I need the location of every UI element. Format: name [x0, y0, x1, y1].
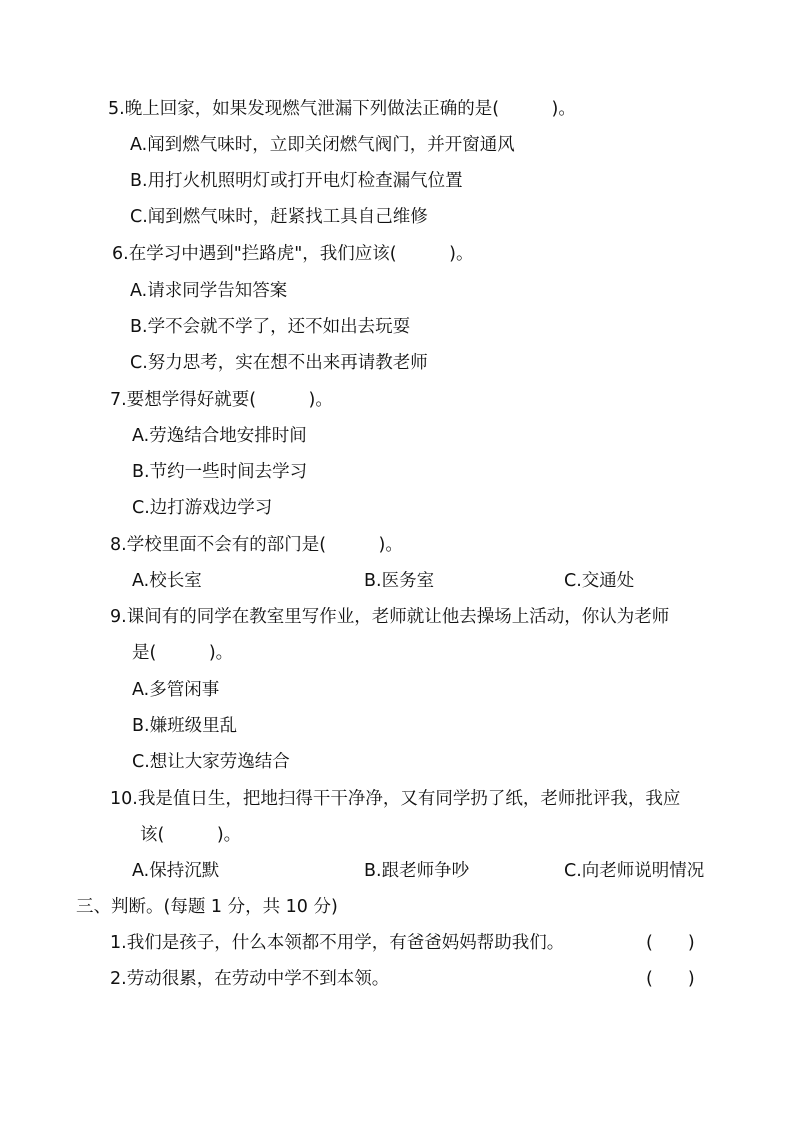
- question-10: [110, 788, 680, 810]
- option-8-a: A.校长室: [132, 571, 202, 591]
- option-6-b: B.学不会就不学了，还不如出去玩耍: [130, 317, 411, 337]
- option-5-a: A.闻到燃气味时，立即关闭燃气阀门，并开窗通风: [130, 135, 515, 155]
- question-5: [108, 98, 576, 120]
- question-text: 在学习中遇到"拦路虎"，我们应该( )。: [128, 244, 474, 264]
- question-9: [110, 606, 669, 628]
- option-7-c: C.边打游戏边学习: [132, 498, 273, 518]
- section-heading: 三、判断。(每题 1 分，共 10 分): [76, 897, 338, 917]
- question-text: 我是值日生，把地扫得干干净净，又有同学扔了纸，老师批评我，我应: [137, 789, 681, 809]
- answer-blank-1: ( ): [646, 933, 695, 953]
- option-6-a: A.请求同学告知答案: [130, 281, 288, 301]
- judgment-item-2: 2.劳动很累，在劳动中学不到本领。: [110, 969, 390, 989]
- question-10-continuation: 该( )。: [140, 825, 242, 845]
- question-number: 6.: [112, 244, 129, 264]
- question-number: 5.: [108, 99, 125, 119]
- answer-blank-2: ( ): [646, 969, 695, 989]
- options-row-10: [0, 860, 793, 882]
- question-text: 要想学得好就要( )。: [126, 390, 333, 410]
- option-8-b: B.医务室: [364, 571, 435, 591]
- judgment-item-1: 1.我们是孩子，什么本领都不用学，有爸爸妈妈帮助我们。: [110, 933, 565, 953]
- option-9-c: C.想让大家劳逸结合: [132, 752, 290, 772]
- question-text: 课间有的同学在教室里写作业，老师就让他去操场上活动，你认为老师: [126, 607, 670, 627]
- question-number: 9.: [110, 607, 127, 627]
- option-10-c: C.向老师说明情况: [564, 861, 705, 881]
- question-6: [112, 243, 473, 265]
- option-5-c: C.闻到燃气味时，赶紧找工具自己维修: [130, 207, 428, 227]
- options-row-8: [0, 570, 793, 592]
- option-5-b: B.用打火机照明灯或打开电灯检查漏气位置: [130, 171, 463, 191]
- option-10-a: A.保持沉默: [132, 861, 220, 881]
- option-7-b: B.节约一些时间去学习: [132, 462, 308, 482]
- question-number: 8.: [110, 535, 127, 555]
- question-text: 学校里面不会有的部门是( )。: [126, 535, 403, 555]
- question-8: [110, 534, 403, 556]
- option-10-b: B.跟老师争吵: [364, 861, 470, 881]
- option-9-a: A.多管闲事: [132, 680, 220, 700]
- option-7-a: A.劳逸结合地安排时间: [132, 426, 307, 446]
- question-9-continuation: 是( )。: [132, 643, 234, 663]
- question-text: 晚上回家，如果发现燃气泄漏下列做法正确的是( )。: [124, 99, 576, 119]
- option-6-c: C.努力思考，实在想不出来再请教老师: [130, 353, 428, 373]
- option-9-b: B.嫌班级里乱: [132, 716, 238, 736]
- question-number: 7.: [110, 390, 127, 410]
- question-7: [110, 389, 333, 411]
- question-number: 10.: [110, 789, 138, 809]
- option-8-c: C.交通处: [564, 571, 635, 591]
